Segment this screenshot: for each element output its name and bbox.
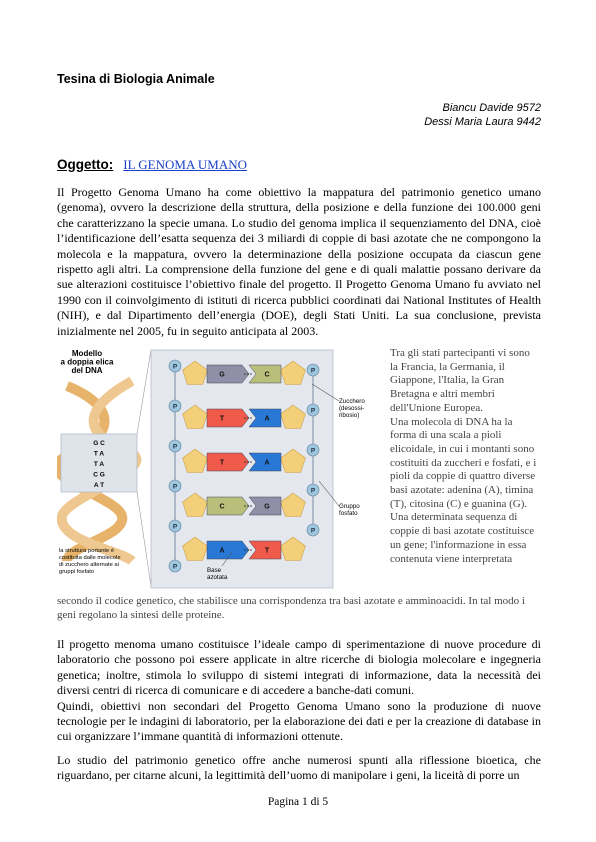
page-footer: Pagina 1 di 5 [267, 796, 329, 808]
base-left-label: T [219, 415, 225, 423]
subject-title-link[interactable]: IL GENOMA UMANO [123, 157, 247, 172]
svg-text:P: P [310, 367, 316, 375]
svg-text:P: P [172, 363, 178, 371]
base-right-label: T [264, 547, 270, 555]
figure-caption: la struttura portante è costituita dalle molecole di zucchero alternate ai gruppi fosfato [59, 548, 121, 575]
svg-text:P: P [172, 443, 178, 451]
authors-block [424, 101, 541, 129]
svg-text:P: P [172, 563, 178, 571]
svg-text:P: P [310, 407, 316, 415]
svg-text:Baseazotata: Base azotata [207, 567, 228, 581]
base-left-label: G [219, 371, 225, 379]
base-left-shape [207, 541, 249, 559]
svg-text:Gruppofosfato: Gruppo fosfato [339, 503, 360, 517]
subject-line [57, 156, 247, 174]
side-text-continuation: secondo il codice genetico, che stabilisce una corrispondenza tra basi azotate e amminoacidi. In tal modo i geni regolano la sintesi delle proteine. [57, 595, 525, 621]
base-left-shape [207, 409, 249, 427]
document-title: Tesina di Biologia Animale [57, 72, 215, 86]
svg-text:P: P [172, 523, 178, 531]
figure-title: Modello a doppia elica del DNA [60, 349, 114, 375]
base-right-label: A [264, 415, 270, 423]
base-right-label: A [264, 459, 270, 467]
paragraph-3: Lo studio del patrimonio genetico offre anche numerosi spunti alla riflessione bioetica, che riguardano, per citarne alcuni, la legittimità dell’uomo di manipolare i geni, la liceità di porre un [57, 753, 541, 783]
svg-text:P: P [310, 447, 316, 455]
helix-pair-label: G C [93, 440, 105, 447]
subject-label: Oggetto: [57, 157, 114, 172]
dna-figure [57, 346, 383, 592]
helix-pair-label: A T [93, 482, 105, 489]
helix-pair-label: C G [93, 471, 105, 479]
base-left-label: C [219, 503, 225, 511]
double-helix [57, 381, 137, 561]
intro-paragraph: Il Progetto Genoma Umano ha come obiettivo la mappatura del patrimonio genetico umano (genoma), ovvero la descrizione della struttura, della posizione e della funzione dei 100.000 geni che caratterizzano la specie umana. Lo studio del genoma implica il sequenziamento del DNA, cioè l’identificazione dell’esatta sequenza dei 3 miliardi di coppie di basi azotate che ne compongono la molecola e la mappatura, ovvero la determinazione della posizione occupata da ciascun gene rispetto agli altri. La comprensione della funzione del gene e di quali malattie possano derivare da sue alterazioni costituisce l’obiettivo finale del progetto. Il Progetto Genoma Umano fu avviato nel 1990 con il coinvolgimento di istituti di ricerca pubblici coordinati dai National Institutes of Health (NIH), e dal Dipartimento dell’energia (DOE), degli Stati Uniti. La sua conclusione, prevista inizialmente nel 2005, fu in seguito anticipata al 2003. [57, 185, 541, 338]
paragraph-2: Il progetto menoma umano costituisce l’ideale campo di sperimentazione di nuove procedure di laboratorio che possono poi essere applicate in altre ricerche di biologia molecolare e ingegneria genetica; inoltre, stimola lo sviluppo di sistemi integrati di informazione, data la necessità dei diversi centri di ricerca di comunicare e di accedere a banche-dati comuni. Quindi, obiettivi non secondari del Progetto Genoma Umano sono la produzione di nuove tecnologie per le indagini di laboratorio, per la elaborazione dei dati e per la creazione di database in cui organizzare l’immane quantità di informazioni ottenute. [57, 637, 541, 744]
base-left-shape [207, 497, 249, 515]
helix-pair-label: T A [93, 461, 105, 468]
side-paragraph: Tra gli stati partecipanti vi sono la Francia, la Germania, il Giappone, l'Italia, la Gran Bretagna e altri membri dell'Unione Europea. Una molecola di DNA ha la forma di una scala a pioli elicoidale, in cui i montanti sono costituiti da zuccheri e fosfati, e i pioli da coppie di quattro diverse basi azotate: adenina (A), timina (T), citosina (C) e guanina (G). Una determinata sequenza di coppie di basi azotate costituisce un gene; l'informazione in essa contenuta viene interpretata [390, 347, 537, 565]
base-right-label: G [264, 503, 270, 511]
base-right-label: C [264, 371, 270, 379]
side-text [390, 347, 540, 566]
author-1: Biancu Davide 9572 [442, 102, 541, 114]
svg-text:P: P [172, 483, 178, 491]
base-left-label: T [219, 459, 225, 467]
svg-text:P: P [310, 527, 316, 535]
helix-pair-label: T A [93, 450, 105, 458]
base-left-label: A [219, 547, 225, 555]
svg-text:P: P [310, 487, 316, 495]
svg-text:P: P [172, 403, 178, 411]
base-left-shape [207, 453, 249, 471]
base-left-shape [207, 365, 249, 383]
dna-diagram [57, 346, 383, 592]
author-2: Dessi Maria Laura 9442 [424, 116, 541, 128]
svg-text:Zucchero(desossi-ribosio): Zucchero (desossi-ribosio) [339, 398, 365, 419]
